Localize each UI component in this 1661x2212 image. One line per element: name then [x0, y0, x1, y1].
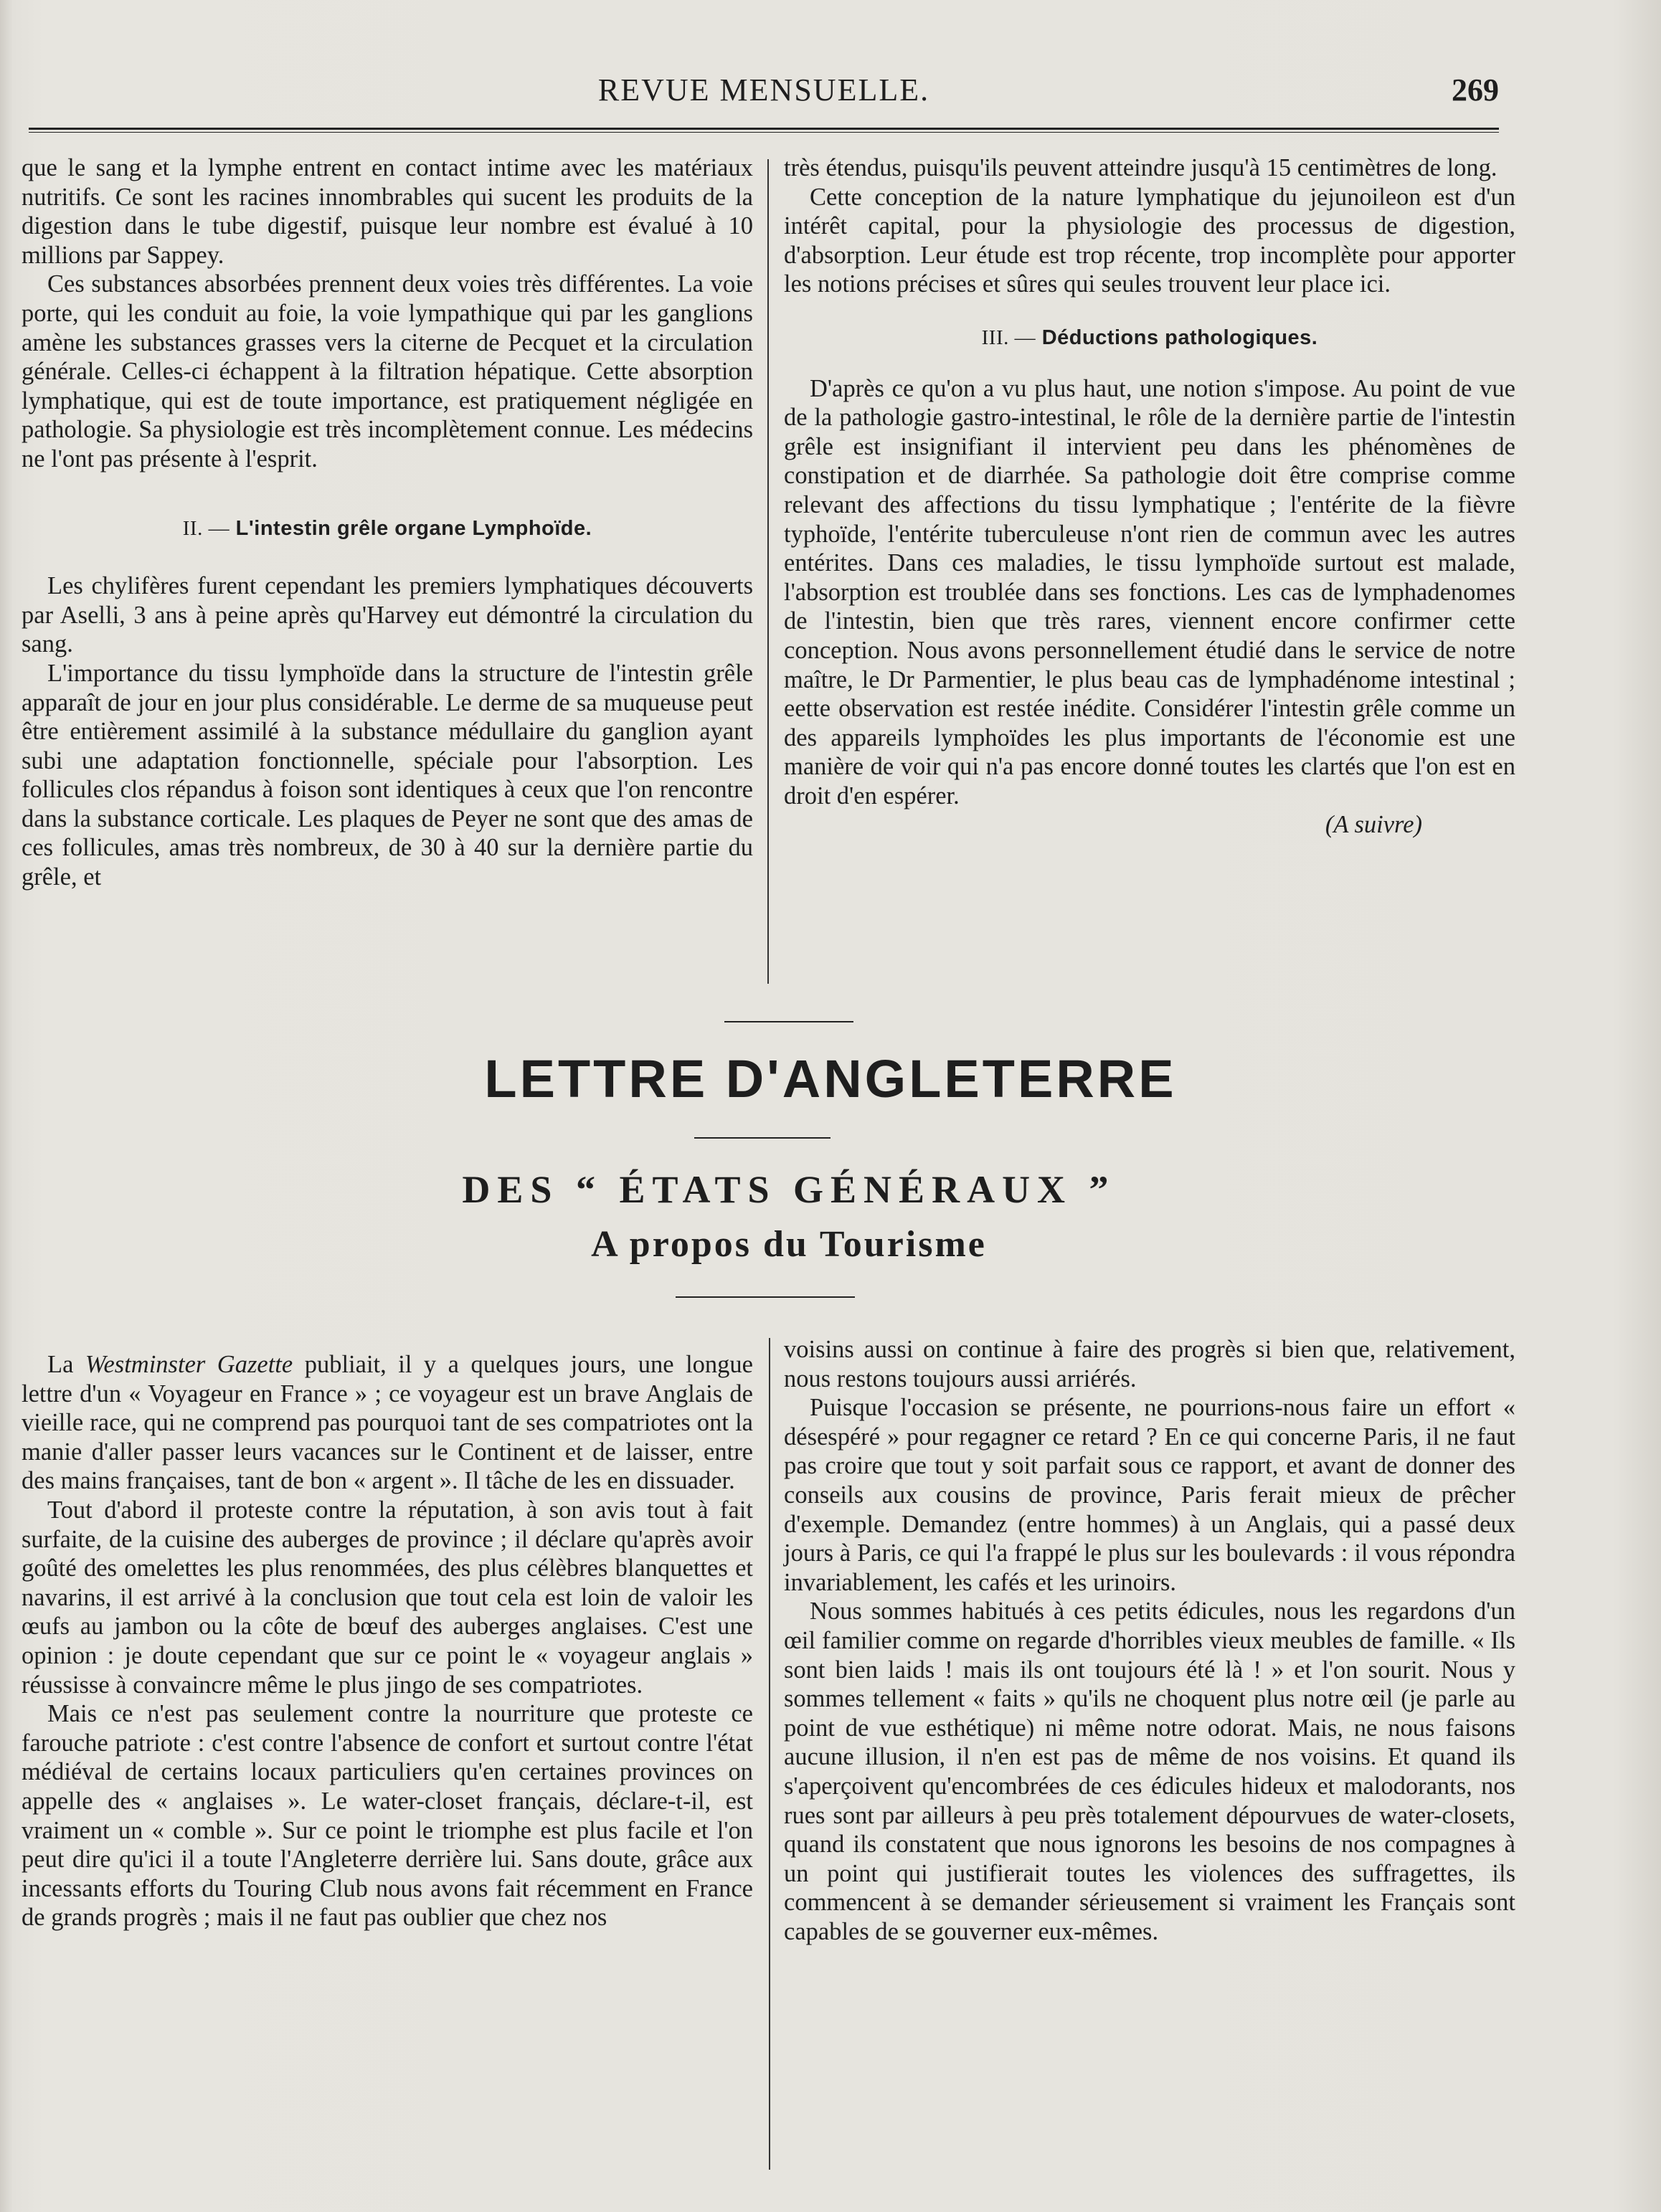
paragraph: Les chylifères furent cependant les premiers lymphatiques découverts par Aselli, 3 ans à peine après qu'Harvey eut démontré la circulation du sang. — [22, 572, 753, 658]
article-subtitle: DES “ ÉTATS GÉNÉRAUX ” — [462, 1168, 1116, 1211]
article1-right-column — [784, 153, 1515, 840]
paragraph: voisins aussi on continue à faire des progrès si bien que, relativement, nous restons toujours aussi arriérés. — [784, 1336, 1515, 1392]
paragraph: très étendus, puisqu'ils peuvent atteindre jusqu'à 15 centimètres de long. — [784, 154, 1497, 181]
column-divider — [767, 159, 769, 984]
paragraph: Nous sommes habitués à ces petits édicules, nous les regardons d'un œil familier comme on regarde d'horribles vieux meubles de famille. « Ils sont bien laids ! mais ils ont toujours été là ! » et l'on sourit. Nous y sommes tellement « faits » qu'ils ne choquent plus notre œil (je parle au point de vue esthétique) ni même notre odorat. Mais, ne nous faisons aucune illusion, il n'en est pas de même de nos voisins. Et quand ils s'aperçoivent qu'encombrées de ces édicules hideux et malodorants, nos rues sont par ailleurs à peu près totalement dépourvues de water-closets, quand ils constatent que nous ignorons les besoins de nos compagnes à un point qui justifierait toutes les violences des suffragettes, ils commencent à se demander sérieusement si vraiment les Français sont capables de se gouverner eux-mêmes. — [784, 1598, 1515, 1945]
paragraph: Tout d'abord il proteste contre la réputation, à son avis tout à fait surfaite, de la cuisine des auberges de province ; il déclare qu'après avoir goûté des omelettes les plus renommées, des plus célèbres blanquettes et navarins, il est arrivé à la conclusion que tout cela est loin de valoir les œufs au jambon ou la côte de bœuf des auberges anglaises. C'est une opinion : je doute cependant que sur ce point le « voyageur anglais » réussisse à convaincre même le plus jingo de ses compatriotes. — [22, 1496, 753, 1699]
article-subtitle-2: A propos du Tourisme — [591, 1224, 987, 1265]
text-run: publiait, il y a quelques jours, une longue lettre d'un « Voyageur en France » ; ce voyageur est un brave Anglais de vieille race, qui ne comprend pas pourquoi tant de ses compatriotes ont la manie d'aller passer leurs vacances sur le Continent et de laisser, entre des mains françaises, tant de bon « argent ». Il tâche de les en dissuader. — [22, 1351, 753, 1495]
article-title: LETTRE D'ANGLETERRE — [484, 1049, 1177, 1109]
section-title: Déductions pathologiques. — [1041, 326, 1318, 349]
paragraph: Cette conception de la nature lymphatique du jejunoileon est d'un intérêt capital, pour la physiologie des processus de digestion, d'absorption. Leur étude est trop récente, trop incomplète pour apporter les notions précises et sûres qui seules trouvent leur place ici. — [784, 183, 1515, 298]
publication-name: Westminster Gazette — [85, 1351, 293, 1378]
paragraph: Ces substances absorbées prennent deux voies très différentes. La voie porte, qui les conduit au foie, la voie lympathique qui par les ganglions amène les substances grasses vers la citerne de Pecquet et la circulation générale. Celles-ci échappent à la filtration hépatique. Cette absorption lymphatique, qui est de toute importance, est pratiquement négligée en pathologie. Sa physiologie est très incomplètement connue. Les médecins ne l'ont pas présente à l'esprit. — [22, 270, 753, 473]
article-end-rule — [724, 1021, 853, 1022]
page-header — [29, 72, 1499, 115]
paragraph — [22, 1350, 753, 1496]
subtitle-rule — [676, 1296, 855, 1298]
column-divider — [769, 1338, 770, 2170]
section-heading-3 — [784, 323, 1515, 353]
article1-left-column — [22, 153, 753, 892]
paragraph: L'importance du tissu lymphoïde dans la structure de l'intestin grêle apparaît de jour en jour plus considérable. Le derme de sa muqueuse peut être entièrement assimilé à la substance médullaire du ganglion ayant subi une adaptation fonctionnelle, spéciale pour l'absorption. Les follicules clos répandus à foison sont identiques à ceux que l'on rencontre dans la substance corticale. Les plaques de Peyer ne sont que des amas de ces follicules, amas très nombreux, de 30 à 40 sur la dernière partie du grêle, et — [22, 659, 753, 891]
article2-right-column — [784, 1335, 1515, 1946]
article2-left-column — [22, 1350, 753, 1932]
paragraph: D'après ce qu'on a vu plus haut, une notion s'impose. Au point de vue de la pathologie gastro-intestinal, le rôle de la dernière partie de l'intestin grêle est insignifiant il intervient peu dans les phénomènes de constipation et de diarrhée. Sa pathologie doit être comprise comme relevant des affections du tissu lymphatique ; l'entérite de la fièvre typhoïde, l'entérite tuberculeuse n'ont rien de commun avec les autres entérites. Dans ces maladies, le tissu lymphoïde surtout est malade, l'absorption est troublée dans ses fonctions. Les cas de lymphadenomes de l'intestin, bien que très rares, viennent encore confirmer cette conception. Nous avons personnellement étudié dans le service de notre maître, le Dr Parmentier, le plus beau cas de lymphadénome intestinal ; eette observation est restée inédite. Considérer l'intestin grêle comme un des appareils lymphoïdes les plus importants de l'économie est une manière de voir qui n'a pas encore donné toutes les clartés que l'on est en droit d'en espérer. — [784, 374, 1515, 810]
signature: (A suivre) — [1325, 811, 1422, 839]
section-heading-2 — [22, 514, 753, 543]
header-rule — [29, 128, 1499, 133]
section-number: II. — — [182, 516, 230, 540]
paragraph: Mais ce n'est pas seulement contre la nourriture que proteste ce farouche patriote : c'est contre l'absence de confort et surtout contre l'état médiéval de certains locaux particuliers qu'en certaines provinces on appelle des « anglaises ». Le water-closet français, déclare-t-il, est vraiment un « comble ». Sur ce point le triomphe est plus facile et l'on peut dire qu'ici il a toute l'Angleterre derrière lui. Sans doute, grâce aux incessants efforts du Touring Club nous avons fait récemment en France de grands progrès ; mais il ne faut pas oublier que chez nos — [22, 1700, 753, 1932]
section-number: III. — — [981, 326, 1036, 349]
paragraph: que le sang et la lymphe entrent en contact intime avec les matériaux nutritifs. Ce sont les racines innombrables qui sucent les produits de la digestion dans le tube digestif, puisque leur nombre est évalué à 10 millions par Sappey. — [22, 154, 753, 269]
text-run: La — [47, 1351, 85, 1378]
title-rule — [694, 1137, 830, 1139]
paragraph: Puisque l'occasion se présente, ne pourrions-nous faire un effort « désespéré » pour regagner ce retard ? En ce qui concerne Paris, il ne faut pas croire que tout y soit parfait sous ce rapport, et avant de donner des conseils aux cousins de province, Paris ferait mieux de prêcher d'exemple. Demandez (entre hommes) à un Anglais, qui a passé deux jours à Paris, ce qui l'a frappé le plus sur les boulevards : il vous répondra invariablement, les cafés et les urinoirs. — [784, 1394, 1515, 1596]
running-title: REVUE MENSUELLE. — [597, 72, 930, 108]
section-title: L'intestin grêle organe Lymphoïde. — [235, 516, 592, 540]
page-number: 269 — [1452, 72, 1499, 108]
